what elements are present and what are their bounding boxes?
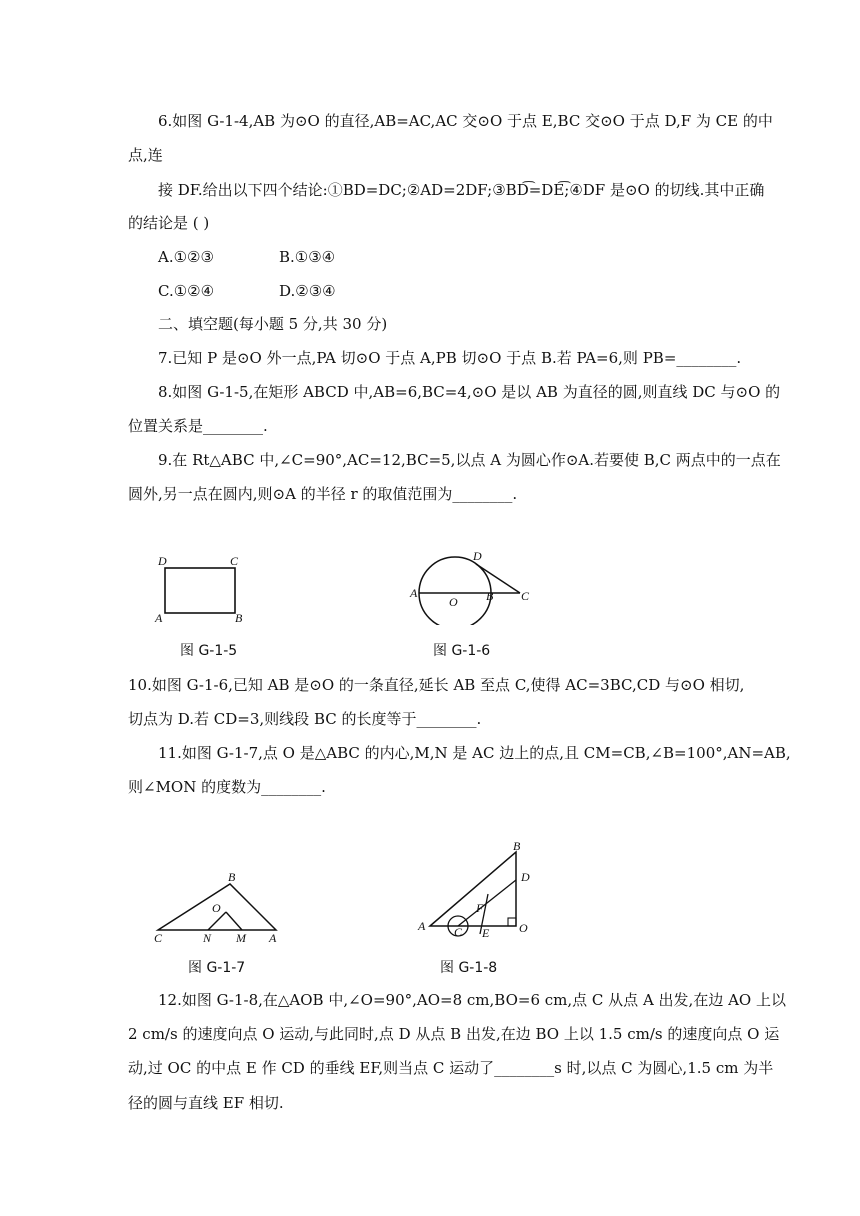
label-b: B bbox=[235, 611, 243, 625]
label-b: B bbox=[513, 839, 521, 853]
q9-line-2: 圆外,另一点在圆内,则⊙A 的半径 r 的取值范围为________. bbox=[128, 485, 518, 503]
q8-line-1: 8.如图 G-1-5,在矩形 ABCD 中,AB=6,BC=4,⊙O 是以 AB 为直径的圆,则直线 DC 与⊙O 的 bbox=[158, 383, 781, 401]
label-f: F bbox=[476, 901, 484, 915]
caption-g-1-7: 图 G-1-7 bbox=[188, 960, 246, 976]
caption-g-1-6: 图 G-1-6 bbox=[433, 643, 491, 659]
q6-line-4: 的结论是 ( ) bbox=[128, 214, 210, 232]
caption-g-1-5: 图 G-1-5 bbox=[180, 643, 238, 659]
figure-g-1-8 bbox=[412, 838, 540, 946]
tangent-cd bbox=[476, 564, 520, 593]
figure-g-1-5 bbox=[150, 550, 260, 626]
label-a: A bbox=[418, 919, 426, 933]
q8-line-2: 位置关系是________. bbox=[128, 417, 268, 435]
section-heading: 二、填空题(每小题 5 分,共 30 分) bbox=[158, 315, 388, 333]
label-o: O bbox=[212, 901, 221, 915]
label-e: E bbox=[482, 926, 490, 940]
figure-g-1-7 bbox=[148, 866, 288, 946]
label-c: C bbox=[521, 589, 530, 603]
q6-option-a: A.①②③ bbox=[158, 248, 214, 266]
caption-g-1-8: 图 G-1-8 bbox=[440, 960, 498, 976]
figure-g-1-6 bbox=[405, 545, 545, 625]
q12-line-4: 径的圆与直线 EF 相切. bbox=[128, 1094, 284, 1112]
q7-text: 7.已知 P 是⊙O 外一点,PA 切⊙O 于点 A,PB 切⊙O 于点 B.若 PA=6,则 PB=________. bbox=[158, 349, 742, 367]
q12-line-3: 动,过 OC 的中点 E 作 CD 的垂线 EF,则当点 C 运动了________s 时,以点 C 为圆心,1.5 cm 为半 bbox=[128, 1059, 774, 1077]
label-c: C bbox=[154, 931, 163, 945]
label-d: D bbox=[158, 554, 167, 568]
q11-line-2: 则∠MON 的度数为________. bbox=[128, 778, 326, 796]
label-c: C bbox=[230, 554, 239, 568]
right-angle-mark bbox=[508, 918, 516, 926]
segment-cd bbox=[458, 880, 516, 926]
q6-option-d: D.②③④ bbox=[279, 282, 336, 300]
label-m: M bbox=[236, 931, 246, 945]
q10-line-2: 切点为 D.若 CD=3,则线段 BC 的长度等于________. bbox=[128, 710, 482, 728]
label-o: O bbox=[449, 595, 458, 609]
label-b: B bbox=[228, 870, 236, 884]
q6-line-2: 点,连 bbox=[128, 146, 163, 164]
label-d: D bbox=[521, 870, 530, 884]
q6-line-1: 6.如图 G-1-4,AB 为⊙O 的直径,AB=AC,AC 交⊙O 于点 E,BC 交⊙O 于点 D,F 为 CE 的中 bbox=[158, 112, 773, 130]
label-c: C bbox=[454, 925, 463, 939]
label-a: A bbox=[269, 931, 277, 945]
label-a: A bbox=[410, 586, 418, 600]
label-n: N bbox=[203, 931, 212, 945]
label-o: O bbox=[519, 921, 528, 935]
label-a: A bbox=[155, 611, 163, 625]
label-d: D bbox=[473, 549, 482, 563]
q12-line-1: 12.如图 G-1-8,在△AOB 中,∠O=90°,AO=8 cm,BO=6 cm,点 C 从点 A 出发,在边 AO 上以 bbox=[158, 991, 786, 1009]
rectangle-abcd bbox=[165, 568, 235, 613]
q10-line-1: 10.如图 G-1-6,已知 AB 是⊙O 的一条直径,延长 AB 至点 C,使得 AC=3BC,CD 与⊙O 相切, bbox=[128, 676, 745, 694]
q6-option-b: B.①③④ bbox=[279, 248, 336, 266]
q11-line-1: 11.如图 G-1-7,点 O 是△ABC 的内心,M,N 是 AC 边上的点,且 CM=CB,∠B=100°,AN=AB, bbox=[158, 744, 791, 762]
q6-line-3: 接 DF.给出以下四个结论:①BD=DC;②AD=2DF;③BD͡=DE͡;④DF 是⊙O 的切线.其中正确 bbox=[158, 181, 765, 199]
segment-om bbox=[226, 912, 242, 930]
q6-option-c: C.①②④ bbox=[158, 282, 215, 300]
q12-line-2: 2 cm/s 的速度向点 O 运动,与此同时,点 D 从点 B 出发,在边 BO 上以 1.5 cm/s 的速度向点 O 运 bbox=[128, 1025, 780, 1043]
label-b: B bbox=[486, 589, 494, 603]
q9-line-1: 9.在 Rt△ABC 中,∠C=90°,AC=12,BC=5,以点 A 为圆心作⊙A.若要使 B,C 两点中的一点在 bbox=[158, 451, 781, 469]
